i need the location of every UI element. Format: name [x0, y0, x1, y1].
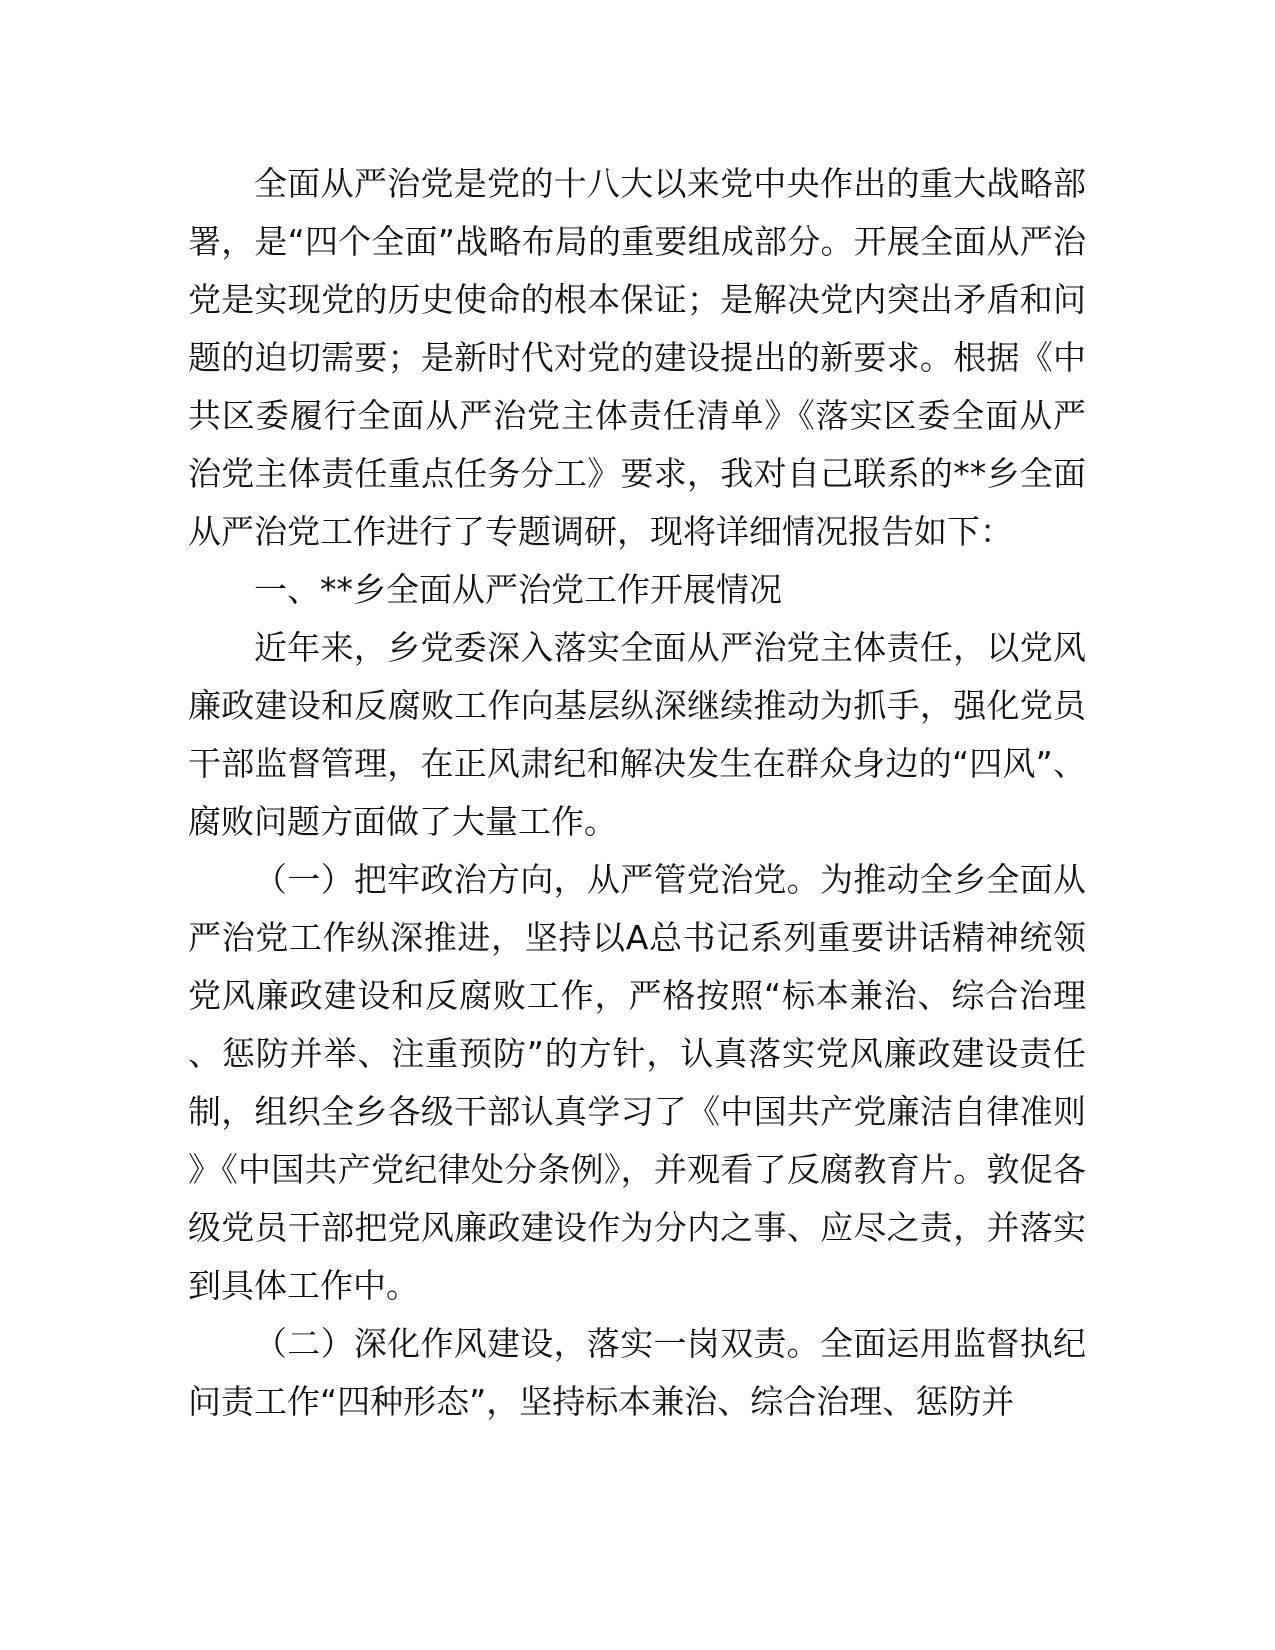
section-1-summary-paragraph: 近年来，乡党委深入落实全面从严治党主体责任，以党风廉政建设和反腐败工作向基层纵深继续推动为抓手，强化党员干部监督管理，在正风肃纪和解决发生在群众身边的“四风”、腐败问题方面做了大量工作。	[188, 628, 1086, 841]
document-body	[188, 155, 1086, 1431]
section-heading-1: 一、**乡全面从严治党工作开展情况	[254, 570, 782, 609]
subsection-1-paragraph: （一）把牢政治方向，从严管党治党。为推动全乡全面从严治党工作纵深推进，坚持以A总书记系列重要讲话精神统领党风廉政建设和反腐败工作，严格按照“标本兼治、综合治理、惩防并举、注重预防”的方针，认真落实党风廉政建设责任制，组织全乡各级干部认真学习了《中国共产党廉洁自律准则》《中国共产党纪律处分条例》，并观看了反腐教育片。敦促各级党员干部把党风廉政建设作为分内之事、应尽之责，并落实到具体工作中。	[188, 860, 1086, 1305]
subsection-2-paragraph: （二）深化作风建设，落实一岗双责。全面运用监督执纪问责工作“四种形态”，坚持标本兼治、综合治理、惩防并	[188, 1324, 1086, 1421]
intro-paragraph: 全面从严治党是党的十八大以来党中央作出的重大战略部署，是“四个全面”战略布局的重要组成部分。开展全面从严治党是实现党的历史使命的根本保证；是解决党内突出矛盾和问题的迫切需要；是新时代对党的建设提出的新要求。根据《中共区委履行全面从严治党主体责任清单》《落实区委全面从严治党主体责任重点任务分工》要求，我对自己联系的**乡全面从严治党工作进行了专题调研，现将详细情况报告如下：	[188, 164, 1086, 551]
